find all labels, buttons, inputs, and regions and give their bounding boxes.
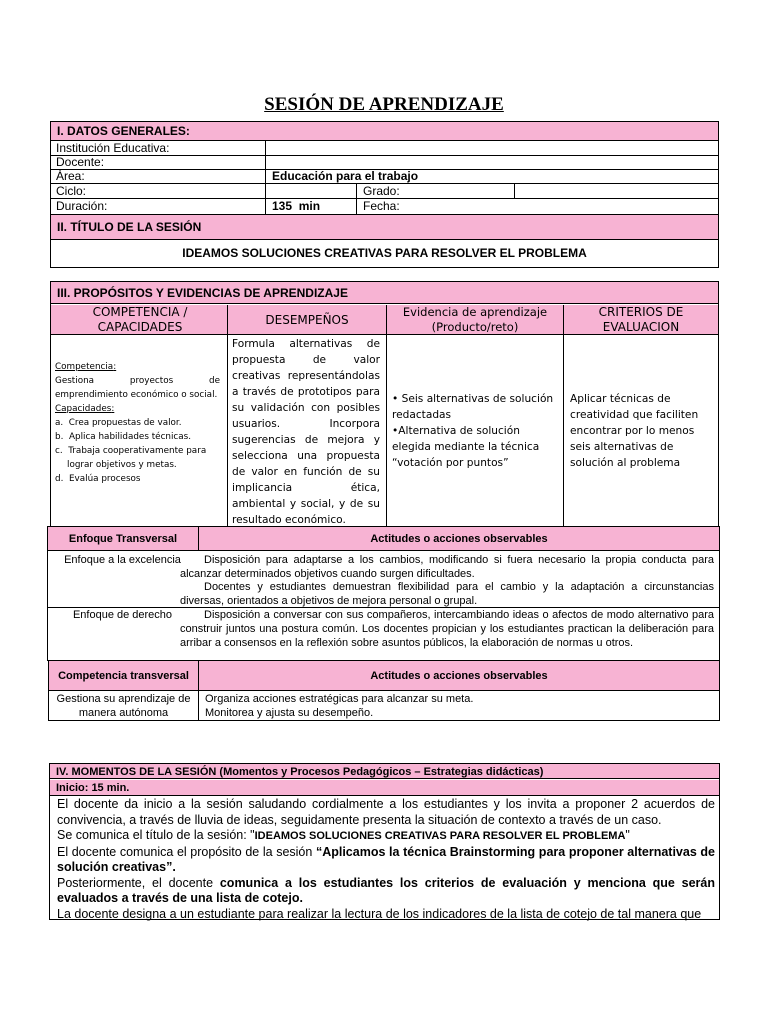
momentos-header-text: IV. MOMENTOS DE LA SESIÓN (Momentos y Procesos Pedagógicos – Estrategias didácticas): [56, 766, 544, 778]
comp-transversal-accion: Organiza acciones estratégicas para alcanzar su meta.: [205, 693, 474, 705]
momentos-body: [57, 797, 715, 922]
area-label: Área:: [56, 169, 85, 183]
datos-generales-header: [51, 122, 718, 141]
enfoque-header-left: Enfoque Transversal: [68, 533, 178, 545]
docente-label: Docente:: [56, 155, 105, 169]
momentos-paragraph-4: Posteriormente, el docente comunica a los estudiantes los criterios de evaluación y menciona que serán evaluados a través de una lista de cotejo.: [57, 875, 715, 905]
inicio-row: [50, 780, 719, 796]
momentos-paragraph-2: Se comunica el título de la sesión: "IDEAMOS SOLUCIONES CREATIVAS PARA RESOLVER EL PROBLEMA": [57, 828, 630, 842]
inicio-text: Inicio: 15 min.: [56, 782, 130, 794]
enfoque-derecho-name: Enfoque de derecho: [72, 609, 173, 621]
comp-transversal-acciones: [205, 692, 715, 720]
evidencia-item: •Alternativa de solución elegida mediante la técnica “votación por puntos”: [392, 425, 540, 469]
duracion-value: 135 min: [272, 199, 321, 213]
titulo-header-text: II. TÍTULO DE LA SESIÓN: [57, 220, 202, 234]
datos-generales-header-text: I. DATOS GENERALES:: [57, 124, 190, 138]
enfoque-excelencia-actitud-2: Docentes y estudiantes demuestran flexibilidad para el cambio y la adaptación a circunstancias diversas, orientados a objetivos de mejora personal o grupal.: [180, 581, 714, 607]
competencia-label: Competencia:: [55, 362, 117, 372]
capacidad-item: b. Aplica habilidades técnicas.: [55, 432, 192, 442]
institucion-label: Institución Educativa:: [56, 141, 170, 155]
competencia-cell: [55, 360, 220, 486]
momentos-paragraph-5: La docente designa a un estudiante para realizar la lectura de los indicadores de la lista de cotejo de tal manera que: [57, 906, 702, 921]
enfoque-derecho-actitud: Disposición a conversar con sus compañeros, intercambiando ideas o afectos de modo alternativo para construir juntos una postura común. Los docentes propician y los estudiantes practican la deliberación para arribar a consensos en la reflexión sobre asuntos públicos, la elaboración de normas u otros.: [180, 609, 714, 649]
col-evidencia-header: Evidencia de aprendizaje (Producto/reto): [402, 305, 548, 334]
momentos-header: [50, 764, 719, 779]
document-title: SESIÓN DE APRENDIZAJE: [264, 94, 504, 115]
titulo-header: [51, 215, 718, 240]
col-criterios-header: CRITERIOS DE EVALUACION: [598, 305, 684, 334]
capacidades-label: Capacidades:: [55, 404, 115, 414]
momentos-paragraph-1: El docente da inicio a la sesión saludando cordialmente a los estudiantes y los invita a proponer 2 acuerdos de convivencia, a través de lluvia de ideas, seguidamente presenta la situación de contexto a través de un caso.: [57, 797, 715, 827]
col-competencia-header: COMPETENCIA / CAPACIDADES: [92, 305, 188, 334]
evidencia-item: • Seis alternativas de solución redactadas: [392, 393, 554, 421]
session-title-value: IDEAMOS SOLUCIONES CREATIVAS PARA RESOLVER EL PROBLEMA: [182, 246, 587, 260]
evidencia-cell: [392, 391, 560, 471]
momentos-paragraph-3: El docente comunica el propósito de la sesión “Aplicamos la técnica Brainstorming para proponer alternativas de solución creativas”.: [57, 844, 715, 874]
propositos-header-text: III. PROPÓSITOS Y EVIDENCIAS DE APRENDIZAJE: [57, 286, 348, 300]
comp-transversal-header-right: Actitudes o acciones observables: [370, 670, 548, 682]
comp-transversal-name: Gestiona su aprendizaje de manera autónoma: [56, 693, 191, 719]
enfoque-excelencia-actitud-1: Disposición para adaptarse a los cambios, modificando si fuera necesario la propia conducta para alcanzar determinados objetivos cuando surgen dificultades.: [180, 554, 714, 580]
comp-transversal-accion: Monitorea y ajusta su desempeño.: [205, 707, 374, 719]
enfoque-header-right: Actitudes o acciones observables: [370, 533, 548, 545]
comp-transversal-header-left: Competencia transversal: [58, 670, 189, 682]
propositos-header: [51, 282, 718, 304]
capacidad-item: d. Evalúa procesos: [55, 474, 141, 484]
capacidad-item: a. Crea propuestas de valor.: [55, 418, 182, 428]
fecha-label: Fecha:: [363, 199, 400, 213]
competencia-text: Gestiona proyectos de emprendimiento económico o social.: [55, 376, 220, 400]
col-desempenos-header: DESEMPEÑOS: [265, 313, 349, 327]
duracion-label: Duración:: [56, 199, 108, 213]
desempeno-text: Formula alternativas de propuesta de valor creativas representándolas a través de prototipos para su validación con posibles usuarios. Incorpora sugerencias de mejora y selecciona una propuesta de valor en función de su implicancia ética, ambiental y social, y de su resultado económico.: [232, 338, 380, 526]
criterio-text: Aplicar técnicas de creatividad que faciliten encontrar por lo menos seis alternativas de solución al problema: [570, 393, 699, 469]
enfoque-excelencia-name: Enfoque a la excelencia: [64, 554, 181, 566]
capacidad-item: c. Trabaja cooperativamente para lograr objetivos y metas.: [55, 446, 207, 470]
grado-label: Grado:: [363, 184, 400, 198]
ciclo-label: Ciclo:: [56, 184, 87, 198]
area-value: Educación para el trabajo: [272, 169, 419, 183]
